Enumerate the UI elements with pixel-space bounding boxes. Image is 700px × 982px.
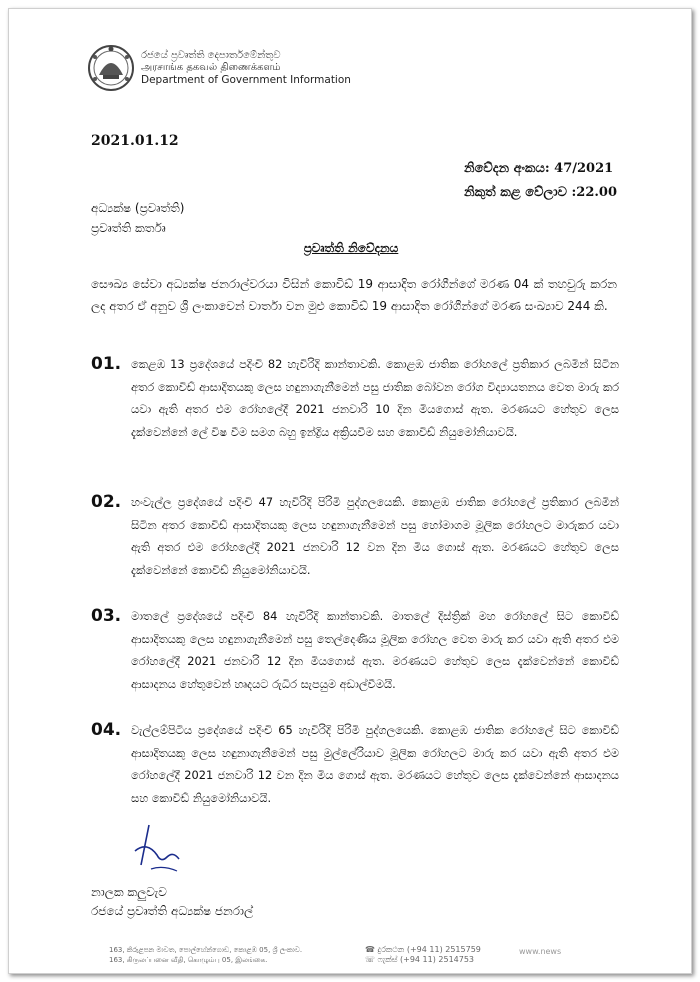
release-time: නිකුත් කළ වේලාව :22.00 xyxy=(464,185,617,200)
footer-phone-label: දුරකථන xyxy=(377,945,405,954)
footer-contacts xyxy=(365,945,481,965)
document-page xyxy=(8,8,692,974)
footer-phone-row xyxy=(365,945,481,955)
case-text: හංවැල්ල ප්‍රදේශයේ පදිංචි 47 හැවිරිදි පිරිමි පුද්ගලයෙකි. කොළඹ ජාතික රෝහලේ ප්‍රතිකාර ලබමින් සිටින අතර කොවිඩ් ආසාදිතයකු ලෙස හඳුනාගැනීමෙන් පසු හෝමාගම මූලික රෝහලට මාරුකර යවා ඇති අතර එම රෝහලේදී 2021 ජනවාරි 12 වන දින මිය ගොස් ඇත. මරණයට හේතුව ලෙස දැක්වෙන්නේ කොවිඩ් නියුමෝනියාවයි. xyxy=(131,495,619,577)
intro-paragraph: සෞඛ්‍ය සේවා අධ්‍යක්ෂ ජනරාල්වරයා විසින් කොවිඩ් 19 ආසාදිත රෝගීන්ගේ මරණ 04 ක් තහවුරු කරන ලද අතර ඒ අනුව ශ්‍රී ලංකාවෙන් වාර්තා වන මුළු කොවිඩ් 19 ආසාදිත රෝගීන්ගේ මරණ සංඛ්‍යාව 244 කි. xyxy=(91,277,617,313)
phone-icon: ☎ xyxy=(365,945,378,954)
recipients xyxy=(91,198,184,238)
case-number: 03. xyxy=(91,606,122,626)
letterhead-tamil: அரசாங்க தகவல் திணைக்களம் xyxy=(141,62,281,73)
case-item xyxy=(91,605,619,695)
letterhead-sinhala: රජයේ ප්‍රවෘත්ති දෙපාර්තමේන්තුව xyxy=(141,50,281,61)
recipient-director: අධ්‍යක්ෂ (ප්‍රවෘත්ති) xyxy=(91,201,185,215)
footer-phone: (+94 11) 2515759 xyxy=(406,945,481,954)
signatory-name: නාලක කලුවැව xyxy=(91,885,167,899)
document-title-text: ප්‍රවෘත්ති නිවේදනය xyxy=(303,241,399,255)
release-date: 2021.01.12 xyxy=(91,133,179,149)
case-item xyxy=(91,491,619,581)
fax-icon: ☏ xyxy=(365,955,378,964)
footer-fax-label: ෆැක්ස් xyxy=(377,955,398,964)
letterhead-english: Department of Government Information xyxy=(141,74,351,86)
footer-address xyxy=(109,945,302,965)
footer-fax: (+94 11) 2514753 xyxy=(400,955,475,964)
case-text: කෙළඹ 13 ප්‍රදේශයේ පදිංචි 82 හැවිරිදි කාන්තාවකි. කොළඹ ජාතික රෝහලේ ප්‍රතිකාර ලබමින් සිටින අතර කොවිඩ් ආසාදිතයකු ලෙස හඳුනාගැනීමෙන් පසු ජාතික බෝවන රෝග විද්‍යායතනය වෙත මාරු කර යවා ඇති අතර එම රෝහලේදී 2021 ජනවාරි 10 දින මියගොස් ඇත. මරණයට හේතුව ලෙස දැක්වෙන්නේ ලේ විෂ වීම සමග බහු ඉන්ද්‍රිය අක්‍රියවීම සහ කොවිඩ් නියුමෝනියාවයි. xyxy=(131,357,619,439)
signatory xyxy=(91,883,253,921)
letterhead xyxy=(85,43,351,93)
case-item xyxy=(91,353,619,443)
signatory-title: රජයේ ප්‍රවෘත්ති අධ්‍යක්ෂ ජනරාල් xyxy=(91,904,254,918)
case-text: වැල්ලම්පිටිය ප්‍රදේශයේ පදිංචි 65 හැවිරිදි පිරිමි පුද්ගලයෙකි. කොළඹ ජාතික රෝහලේ සිට කොවිඩ් ආසාදිතයකු ලෙස හඳුනාගැනීමෙන් පසු මුල්ලේරියාව මූලික රෝහලට මාරු කර යවා ඇති අතර එම රෝහලේදී 2021 ජනවාරි 12 වන දින මිය ගොස් ඇත. මරණයට හේතුව ලෙස දැක්වෙන්නේ ආසාදනය සහ කොවිඩ් නියුමෝනියාවයි. xyxy=(131,723,619,805)
case-number: 01. xyxy=(91,354,122,374)
case-number: 04. xyxy=(91,720,122,740)
release-meta xyxy=(464,157,617,205)
signature-icon xyxy=(127,821,187,879)
footer-address-si: 163, කිරුළපන මාවත, පොල්හේන්ගොඩ, කොළඹ 05, ශ්‍රී ලංකාව. xyxy=(109,946,303,954)
case-item xyxy=(91,719,619,809)
release-number: නිවේදන අංකය: 47/2021 xyxy=(464,161,614,176)
case-number: 02. xyxy=(91,492,122,512)
recipient-editor: ප්‍රවෘත්ති කර්තෘ xyxy=(91,221,166,235)
footer-fax-row xyxy=(365,955,481,965)
case-text: මාතලේ ප්‍රදේශයේ පදිංචි 84 හැවිරිදි කාන්තාවකි. මාතලේ දිස්ත්‍රික් මහ රෝහලේ සිට කොවිඩ් ආසාදිතයකු ලෙස හඳුනාගැනීමෙන් පසු තෙල්දෙණිය මූලික රෝහල වෙත මාරු කර යවා ඇති අතර එම රෝහලේදී 2021 ජනවාරි 12 දින මියගොස් ඇත. මරණයට හේතුව ලෙස දැක්වෙන්නේ කොවිඩ් ආසාදනය හේතුවෙන් හෘදයට රුධිර සැපයුම අඩාල්වීමයි. xyxy=(131,609,619,691)
document-title xyxy=(9,241,692,256)
government-emblem-icon xyxy=(85,43,137,93)
footer-address-ta: 163, கிருலப்பனை வீதி, கொழும்பு 05, இலங்கை. xyxy=(109,956,268,964)
footer-website: www.news xyxy=(519,947,562,956)
